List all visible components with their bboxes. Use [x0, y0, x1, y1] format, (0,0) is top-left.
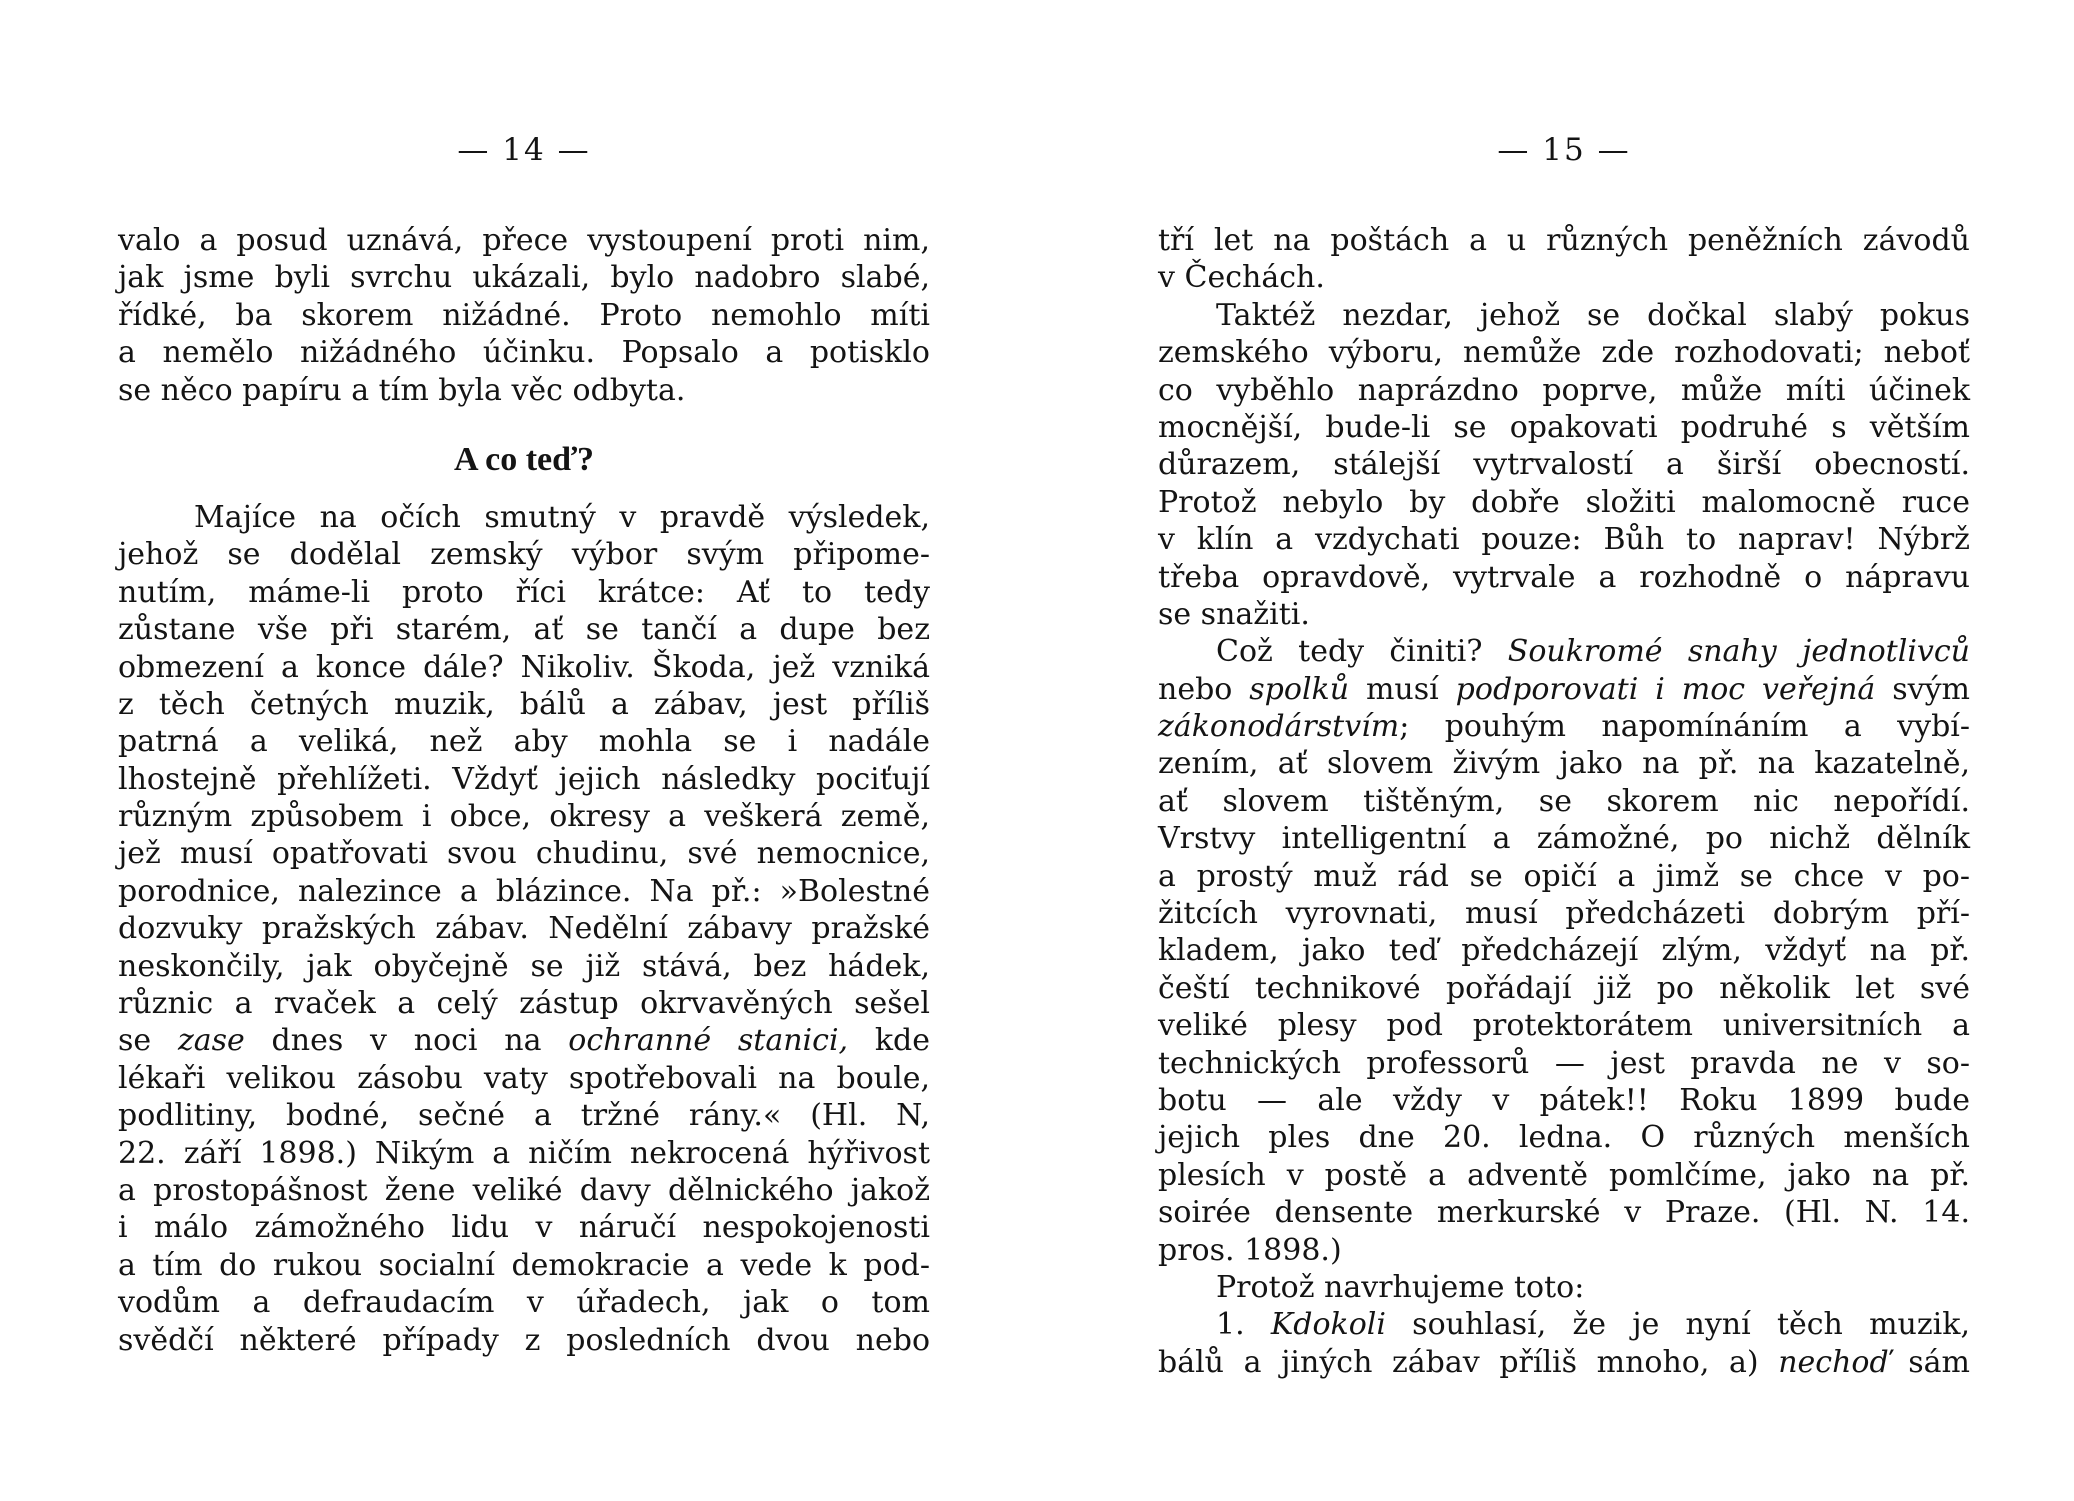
text-line: obmezení a konce dále? Nikoliv. Škoda, jež vzniká: [118, 649, 930, 685]
text-line-mixed: [1158, 1306, 1970, 1343]
text-line: Vrstvy intelligentní a zámožné, po nichž dělník: [1158, 821, 1970, 857]
text-run: sám: [1888, 1344, 1971, 1380]
text-line: se snažiti.: [1158, 596, 1310, 632]
text-run: kde: [848, 1023, 930, 1059]
text-run: Což tedy činiti?: [1216, 634, 1508, 670]
text-run: nebo: [1158, 671, 1250, 707]
text-line: botu — ale vždy v pátek!! Roku 1899 bude: [1158, 1082, 1970, 1118]
text-line: v klín a vzdychati pouze: Bůh to naprav! Nýbrž: [1158, 522, 1970, 558]
text-line: Protož navrhujeme toto:: [1216, 1269, 1585, 1305]
text-run: dnes v noci na: [244, 1023, 569, 1059]
text-line: valo a posud uznává, přece vystoupení proti nim,: [118, 223, 930, 258]
italic-run: nechoď: [1778, 1344, 1889, 1380]
text-run: se: [118, 1023, 178, 1059]
text-line-mixed: [1158, 633, 1970, 670]
text-line: neskončily, jak obyčejně se již stává, bez hádek,: [118, 948, 930, 984]
italic-run: podporovati i moc veřejná: [1455, 671, 1876, 707]
text-line: plesích v postě a adventě pomlčíme, jako na př.: [1158, 1157, 1970, 1193]
text-run: svým: [1875, 671, 1970, 707]
italic-run: Kdokoli: [1270, 1307, 1386, 1343]
text-line: různic a rvaček a celý zástup okrvavěných sešel: [118, 986, 930, 1022]
text-line: jehož se dodělal zemský výbor svým připome-: [118, 537, 930, 573]
text-line: Taktéž nezdar, jehož se dočkal slabý pokus: [1216, 297, 1970, 333]
text-line: a prostopášnost žene veliké davy dělnického jakož: [118, 1172, 930, 1208]
text-line: dozvuky pražských zábav. Nedělní zábavy pražské: [118, 911, 930, 947]
italic-run: Soukromé snahy jednotlivců: [1507, 634, 1970, 670]
text-line-mixed: [1158, 1344, 1970, 1381]
text-line: ať slovem tištěným, se skorem nic nepořídí.: [1158, 783, 1970, 819]
text-line: Protož nebylo by dobře složiti malomocně ruce: [1158, 484, 1970, 520]
left-page: [118, 0, 930, 1501]
italic-run: zákonodárstvím: [1158, 709, 1400, 745]
text-line: a prostý muž rád se opičí a jimž se chce v po-: [1158, 858, 1970, 894]
text-run: souhlasí, že je nyní těch muzik,: [1385, 1307, 1970, 1343]
text-line: 22. září 1898.) Nikým a ničím nekrocená hýřivost: [118, 1135, 930, 1171]
italic-run: ochranné stanici,: [568, 1023, 849, 1059]
left-page-text: [118, 222, 930, 1359]
text-line: jež musí opatřovati svou chudinu, své nemocnice,: [118, 836, 930, 872]
text-line: důrazem, stálejší vytrvalostí a širší obecností.: [1158, 447, 1970, 483]
italic-run: spolků: [1249, 671, 1350, 707]
text-line: z těch četných muzik, bálů a zábav, jest příliš: [118, 686, 930, 722]
text-run: ; pouhým napomínáním a vybí-: [1399, 709, 1970, 745]
section-heading: A co teď?: [453, 440, 595, 478]
page-number-left: — 14 —: [457, 132, 591, 168]
text-line-mixed: [1158, 671, 1970, 708]
text-line: patrná a veliká, než aby mohla se i nadále: [118, 724, 930, 760]
text-line: podlitiny, bodné, sečné a tržné rány.« (Hl. N,: [118, 1098, 930, 1134]
text-line: a nemělo nižádného účinku. Popsalo a potisklo: [118, 335, 930, 371]
text-line: lhostejně přehlížeti. Vždyť jejich následky pociťují: [118, 761, 930, 797]
text-line: i málo zámožného lidu v náručí nespokojenosti: [118, 1210, 930, 1246]
text-line: jak jsme byli svrchu ukázali, bylo nadobro slabé,: [118, 260, 930, 296]
text-line: třeba opravdově, vytrvale a rozhodně o nápravu: [1158, 559, 1970, 595]
page-number-right: — 15 —: [1497, 132, 1631, 168]
text-line: čeští technikové pořádají již po několik let své: [1158, 970, 1970, 1006]
text-line: zůstane vše při starém, ať se tančí a dupe bez: [118, 612, 930, 648]
text-run: bálů a jiných zábav příliš mnoho, a): [1158, 1344, 1779, 1380]
text-line: mocnější, bude-li se opakovati podruhé s větším: [1158, 409, 1970, 445]
text-line: soirée densente merkurské v Praze. (Hl. N. 14.: [1158, 1195, 1970, 1231]
text-line: co vyběhlo naprázdno poprve, může míti účinek: [1158, 372, 1970, 408]
text-line: tří let na poštách a u různých peněžních závodů: [1158, 223, 1970, 258]
text-line: lékaři velikou zásobu vaty spotřebovali na boule,: [118, 1060, 930, 1096]
right-page: [1158, 0, 1970, 1501]
text-line: kladem, jako teď předcházejí zlým, vždyť na př.: [1158, 933, 1970, 969]
text-line: jejich ples dne 20. ledna. O různých menších: [1158, 1120, 1970, 1156]
right-page-text: [1158, 222, 1970, 1381]
text-line: vodům a defraudacím v úřadech, jak o tom: [118, 1285, 930, 1321]
text-line: a tím do rukou socialní demokracie a vede k pod-: [118, 1247, 930, 1283]
text-line: porodnice, nalezince a blázince. Na př.: »Bolestné: [118, 873, 930, 909]
text-line: se něco papíru a tím byla věc odbyta.: [118, 372, 686, 408]
text-run: musí: [1349, 671, 1456, 707]
text-line: Majíce na očích smutný v pravdě výsledek,: [194, 499, 930, 535]
text-run: 1.: [1216, 1307, 1271, 1343]
text-line: žitcích vyrovnati, musí předcházeti dobrým pří-: [1158, 896, 1970, 932]
text-line: zemského výboru, nemůže zde rozhodovati; neboť: [1158, 335, 1970, 371]
text-line: svědčí některé případy z posledních dvou nebo: [118, 1322, 930, 1358]
text-line: zením, ať slovem živým jako na př. na kazatelně,: [1158, 746, 1970, 782]
text-line-mixed: [118, 1022, 930, 1059]
text-line-mixed: [1158, 708, 1970, 745]
italic-run: zase: [177, 1023, 245, 1059]
text-line: různým způsobem i obce, okresy a veškerá země,: [118, 799, 930, 835]
text-line: řídké, ba skorem nižádné. Proto nemohlo míti: [118, 297, 930, 333]
text-line: veliké plesy pod protektorátem universitních a: [1158, 1008, 1970, 1044]
text-line: technických professorů — jest pravda ne v so-: [1158, 1045, 1970, 1081]
text-line: v Čechách.: [1158, 260, 1325, 296]
text-line: pros. 1898.): [1158, 1232, 1342, 1268]
text-line: nutím, máme-li proto říci krátce: Ať to tedy: [118, 574, 930, 610]
